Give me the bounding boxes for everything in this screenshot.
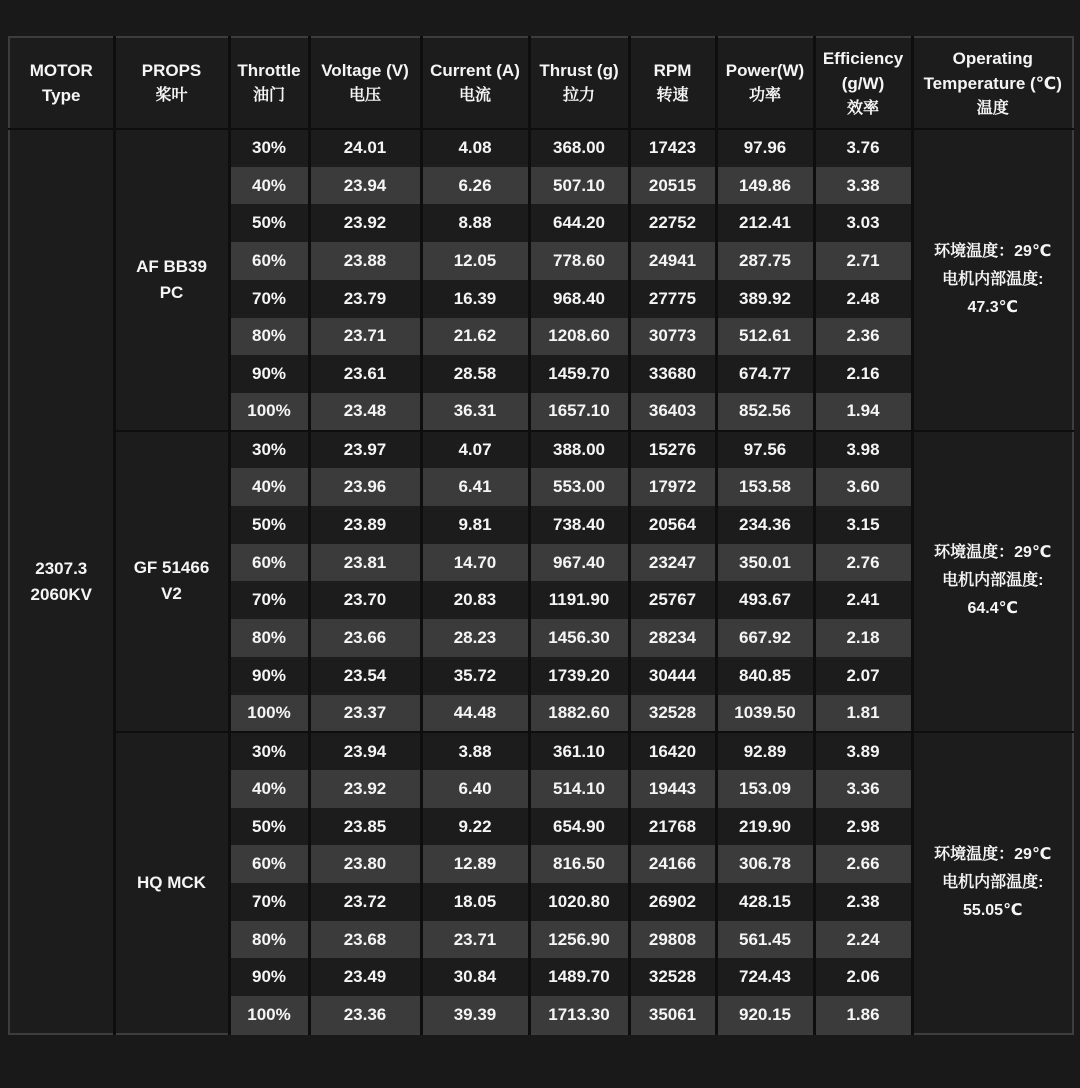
column-header-motor-type <box>9 37 114 129</box>
column-header-rpm-line: 转速 <box>656 87 689 104</box>
temperature-cell <box>912 129 1073 431</box>
throttle-cell: 50% <box>229 506 309 544</box>
rpm-cell: 30444 <box>629 657 716 695</box>
data-row <box>9 431 1073 469</box>
power-cell: 840.85 <box>716 657 814 695</box>
efficiency-cell: 2.07 <box>814 657 912 695</box>
thrust-cell: 1256.90 <box>529 921 629 959</box>
current-cell: 6.40 <box>421 770 529 808</box>
current-cell: 16.39 <box>421 280 529 318</box>
column-header-operating-temperature-line: Operating <box>952 48 1033 68</box>
thrust-cell: 1713.30 <box>529 996 629 1034</box>
power-cell: 920.15 <box>716 996 814 1034</box>
power-cell: 234.36 <box>716 506 814 544</box>
thrust-cell: 1657.10 <box>529 393 629 431</box>
column-header-current <box>421 37 529 129</box>
current-cell: 44.48 <box>421 695 529 733</box>
throttle-cell: 40% <box>229 468 309 506</box>
rpm-cell: 28234 <box>629 619 716 657</box>
temperature-cell-line: 47.3℃ <box>967 298 1018 316</box>
column-header-props-line: 桨叶 <box>155 87 188 104</box>
rpm-cell: 15276 <box>629 431 716 469</box>
efficiency-cell: 3.60 <box>814 468 912 506</box>
temperature-cell <box>912 431 1073 733</box>
rpm-cell: 32528 <box>629 958 716 996</box>
throttle-cell: 90% <box>229 657 309 695</box>
throttle-cell: 30% <box>229 129 309 167</box>
thrust-cell: 368.00 <box>529 129 629 167</box>
data-row <box>9 129 1073 167</box>
current-cell: 28.23 <box>421 619 529 657</box>
column-header-thrust-line: 拉力 <box>562 87 595 104</box>
column-header-efficiency-line: Efficiency <box>822 48 904 68</box>
power-cell: 389.92 <box>716 280 814 318</box>
column-header-voltage <box>309 37 421 129</box>
current-cell: 28.58 <box>421 355 529 393</box>
current-cell: 4.08 <box>421 129 529 167</box>
rpm-cell: 20564 <box>629 506 716 544</box>
motor-type-cell <box>9 129 114 1034</box>
voltage-cell: 23.92 <box>309 770 421 808</box>
column-header-props-line: PROPS <box>141 61 202 80</box>
voltage-cell: 23.89 <box>309 506 421 544</box>
current-cell: 3.88 <box>421 732 529 770</box>
data-row <box>9 732 1073 770</box>
thrust-cell: 1191.90 <box>529 581 629 619</box>
efficiency-cell: 2.41 <box>814 581 912 619</box>
power-cell: 287.75 <box>716 242 814 280</box>
column-header-operating-temperature-line: 温度 <box>976 99 1009 117</box>
column-header-efficiency <box>814 37 912 129</box>
voltage-cell: 23.96 <box>309 468 421 506</box>
power-cell: 153.58 <box>716 468 814 506</box>
voltage-cell: 23.94 <box>309 167 421 205</box>
throttle-cell: 90% <box>229 958 309 996</box>
props-cell-line: HQ MCK <box>137 873 206 893</box>
current-cell: 20.83 <box>421 581 529 619</box>
rpm-cell: 33680 <box>629 355 716 393</box>
thrust-cell: 1459.70 <box>529 355 629 393</box>
column-header-power <box>716 37 814 129</box>
throttle-cell: 60% <box>229 845 309 883</box>
rpm-cell: 17423 <box>629 129 716 167</box>
throttle-cell: 60% <box>229 544 309 582</box>
current-cell: 4.07 <box>421 431 529 469</box>
props-cell <box>114 431 229 733</box>
column-header-voltage-line: 电压 <box>348 87 381 104</box>
power-cell: 97.56 <box>716 431 814 469</box>
column-header-throttle-line: 油门 <box>252 87 285 104</box>
rpm-cell: 32528 <box>629 695 716 733</box>
efficiency-cell: 3.89 <box>814 732 912 770</box>
power-cell: 561.45 <box>716 921 814 959</box>
rpm-cell: 21768 <box>629 808 716 846</box>
power-cell: 724.43 <box>716 958 814 996</box>
current-cell: 23.71 <box>421 921 529 959</box>
voltage-cell: 23.92 <box>309 204 421 242</box>
voltage-cell: 23.72 <box>309 883 421 921</box>
power-cell: 493.67 <box>716 581 814 619</box>
column-header-efficiency-line: 效率 <box>846 99 879 117</box>
efficiency-cell: 1.81 <box>814 695 912 733</box>
current-cell: 8.88 <box>421 204 529 242</box>
rpm-cell: 25767 <box>629 581 716 619</box>
efficiency-cell: 3.03 <box>814 204 912 242</box>
rpm-cell: 26902 <box>629 883 716 921</box>
column-header-voltage-line: Voltage (V) <box>321 61 409 80</box>
current-cell: 36.31 <box>421 393 529 431</box>
column-header-throttle <box>229 37 309 129</box>
thrust-cell: 514.10 <box>529 770 629 808</box>
voltage-cell: 23.97 <box>309 431 421 469</box>
current-cell: 35.72 <box>421 657 529 695</box>
power-cell: 153.09 <box>716 770 814 808</box>
props-cell <box>114 129 229 431</box>
temperature-cell <box>912 732 1073 1034</box>
efficiency-cell: 3.76 <box>814 129 912 167</box>
rpm-cell: 30773 <box>629 318 716 356</box>
power-cell: 852.56 <box>716 393 814 431</box>
voltage-cell: 23.70 <box>309 581 421 619</box>
current-cell: 9.81 <box>421 506 529 544</box>
props-cell-line: V2 <box>161 584 182 604</box>
throttle-cell: 70% <box>229 280 309 318</box>
throttle-cell: 30% <box>229 431 309 469</box>
thrust-cell: 1208.60 <box>529 318 629 356</box>
current-cell: 12.05 <box>421 242 529 280</box>
current-cell: 6.26 <box>421 167 529 205</box>
rpm-cell: 29808 <box>629 921 716 959</box>
temperature-cell-line: 环境温度：29℃ <box>934 544 1052 562</box>
rpm-cell: 16420 <box>629 732 716 770</box>
throttle-cell: 90% <box>229 355 309 393</box>
efficiency-cell: 2.71 <box>814 242 912 280</box>
motor-type-cell-line: 2060KV <box>30 584 92 604</box>
temperature-cell-line: 电机内部温度: <box>942 874 1044 892</box>
current-cell: 39.39 <box>421 996 529 1034</box>
rpm-cell: 19443 <box>629 770 716 808</box>
voltage-cell: 23.81 <box>309 544 421 582</box>
throttle-cell: 80% <box>229 619 309 657</box>
column-header-operating-temperature <box>912 37 1073 129</box>
thrust-cell: 1456.30 <box>529 619 629 657</box>
voltage-cell: 23.79 <box>309 280 421 318</box>
throttle-cell: 70% <box>229 883 309 921</box>
current-cell: 14.70 <box>421 544 529 582</box>
thrust-cell: 778.60 <box>529 242 629 280</box>
rpm-cell: 20515 <box>629 167 716 205</box>
efficiency-cell: 2.76 <box>814 544 912 582</box>
throttle-cell: 50% <box>229 204 309 242</box>
throttle-cell: 80% <box>229 921 309 959</box>
rpm-cell: 17972 <box>629 468 716 506</box>
power-cell: 1039.50 <box>716 695 814 733</box>
throttle-cell: 50% <box>229 808 309 846</box>
column-header-rpm <box>629 37 716 129</box>
efficiency-cell: 2.24 <box>814 921 912 959</box>
table-header <box>9 37 1073 129</box>
column-header-power-line: 功率 <box>748 87 781 104</box>
voltage-cell: 23.36 <box>309 996 421 1034</box>
column-header-power-line: Power(W) <box>725 61 805 80</box>
current-cell: 6.41 <box>421 468 529 506</box>
power-cell: 350.01 <box>716 544 814 582</box>
rpm-cell: 22752 <box>629 204 716 242</box>
column-header-thrust-line: Thrust (g) <box>539 61 619 80</box>
rpm-cell: 24941 <box>629 242 716 280</box>
power-cell: 512.61 <box>716 318 814 356</box>
thrust-cell: 967.40 <box>529 544 629 582</box>
voltage-cell: 24.01 <box>309 129 421 167</box>
rpm-cell: 23247 <box>629 544 716 582</box>
thrust-cell: 1020.80 <box>529 883 629 921</box>
temperature-cell-line: 环境温度：29℃ <box>934 242 1052 260</box>
efficiency-cell: 2.66 <box>814 845 912 883</box>
motor-test-table-wrap <box>8 36 1072 1035</box>
power-cell: 219.90 <box>716 808 814 846</box>
voltage-cell: 23.61 <box>309 355 421 393</box>
header-row <box>9 37 1073 129</box>
voltage-cell: 23.66 <box>309 619 421 657</box>
efficiency-cell: 3.98 <box>814 431 912 469</box>
throttle-cell: 100% <box>229 393 309 431</box>
voltage-cell: 23.37 <box>309 695 421 733</box>
efficiency-cell: 2.98 <box>814 808 912 846</box>
current-cell: 9.22 <box>421 808 529 846</box>
rpm-cell: 27775 <box>629 280 716 318</box>
thrust-cell: 507.10 <box>529 167 629 205</box>
column-header-operating-temperature-line: Temperature (℃) <box>923 73 1062 93</box>
power-cell: 212.41 <box>716 204 814 242</box>
efficiency-cell: 2.16 <box>814 355 912 393</box>
efficiency-cell: 2.48 <box>814 280 912 318</box>
thrust-cell: 654.90 <box>529 808 629 846</box>
column-header-current-line: 电流 <box>458 87 491 104</box>
voltage-cell: 23.71 <box>309 318 421 356</box>
temperature-cell-line: 64.4℃ <box>967 600 1018 618</box>
rpm-cell: 35061 <box>629 996 716 1034</box>
efficiency-cell: 2.38 <box>814 883 912 921</box>
voltage-cell: 23.48 <box>309 393 421 431</box>
voltage-cell: 23.85 <box>309 808 421 846</box>
temperature-cell-line: 环境温度：29℃ <box>934 846 1052 864</box>
voltage-cell: 23.68 <box>309 921 421 959</box>
power-cell: 92.89 <box>716 732 814 770</box>
thrust-cell: 1489.70 <box>529 958 629 996</box>
column-header-throttle-line: Throttle <box>237 61 301 80</box>
column-header-rpm-line: RPM <box>653 61 692 80</box>
column-header-thrust <box>529 37 629 129</box>
props-cell-line: PC <box>159 282 184 302</box>
thrust-cell: 816.50 <box>529 845 629 883</box>
props-cell-line: AF BB39 <box>136 256 207 276</box>
current-cell: 21.62 <box>421 318 529 356</box>
throttle-cell: 70% <box>229 581 309 619</box>
voltage-cell: 23.88 <box>309 242 421 280</box>
props-cell-line: GF 51466 <box>133 558 210 578</box>
efficiency-cell: 3.38 <box>814 167 912 205</box>
power-cell: 97.96 <box>716 129 814 167</box>
motor-test-table <box>8 36 1074 1035</box>
thrust-cell: 738.40 <box>529 506 629 544</box>
column-header-current-line: Current (A) <box>430 61 520 80</box>
power-cell: 306.78 <box>716 845 814 883</box>
voltage-cell: 23.49 <box>309 958 421 996</box>
thrust-cell: 968.40 <box>529 280 629 318</box>
efficiency-cell: 3.15 <box>814 506 912 544</box>
throttle-cell: 40% <box>229 770 309 808</box>
efficiency-cell: 1.86 <box>814 996 912 1034</box>
column-header-motor-type-line: Type <box>42 86 81 105</box>
power-cell: 674.77 <box>716 355 814 393</box>
throttle-cell: 100% <box>229 695 309 733</box>
voltage-cell: 23.80 <box>309 845 421 883</box>
temperature-cell-line: 电机内部温度: <box>942 270 1044 288</box>
efficiency-cell: 2.36 <box>814 318 912 356</box>
efficiency-cell: 2.18 <box>814 619 912 657</box>
thrust-cell: 1739.20 <box>529 657 629 695</box>
table-body <box>9 129 1073 1034</box>
thrust-cell: 553.00 <box>529 468 629 506</box>
current-cell: 30.84 <box>421 958 529 996</box>
throttle-cell: 40% <box>229 167 309 205</box>
throttle-cell: 100% <box>229 996 309 1034</box>
props-cell <box>114 732 229 1034</box>
throttle-cell: 80% <box>229 318 309 356</box>
efficiency-cell: 3.36 <box>814 770 912 808</box>
temperature-cell-line: 55.05℃ <box>963 902 1023 920</box>
voltage-cell: 23.94 <box>309 732 421 770</box>
column-header-motor-type-line: MOTOR <box>29 61 93 80</box>
motor-type-cell-line: 2307.3 <box>35 558 88 578</box>
efficiency-cell: 2.06 <box>814 958 912 996</box>
efficiency-cell: 1.94 <box>814 393 912 431</box>
thrust-cell: 1882.60 <box>529 695 629 733</box>
column-header-efficiency-line: (g/W) <box>841 73 885 93</box>
power-cell: 667.92 <box>716 619 814 657</box>
power-cell: 149.86 <box>716 167 814 205</box>
voltage-cell: 23.54 <box>309 657 421 695</box>
throttle-cell: 30% <box>229 732 309 770</box>
rpm-cell: 24166 <box>629 845 716 883</box>
temperature-cell-line: 电机内部温度: <box>942 572 1044 590</box>
power-cell: 428.15 <box>716 883 814 921</box>
rpm-cell: 36403 <box>629 393 716 431</box>
current-cell: 12.89 <box>421 845 529 883</box>
column-header-props <box>114 37 229 129</box>
thrust-cell: 388.00 <box>529 431 629 469</box>
thrust-cell: 361.10 <box>529 732 629 770</box>
throttle-cell: 60% <box>229 242 309 280</box>
current-cell: 18.05 <box>421 883 529 921</box>
thrust-cell: 644.20 <box>529 204 629 242</box>
